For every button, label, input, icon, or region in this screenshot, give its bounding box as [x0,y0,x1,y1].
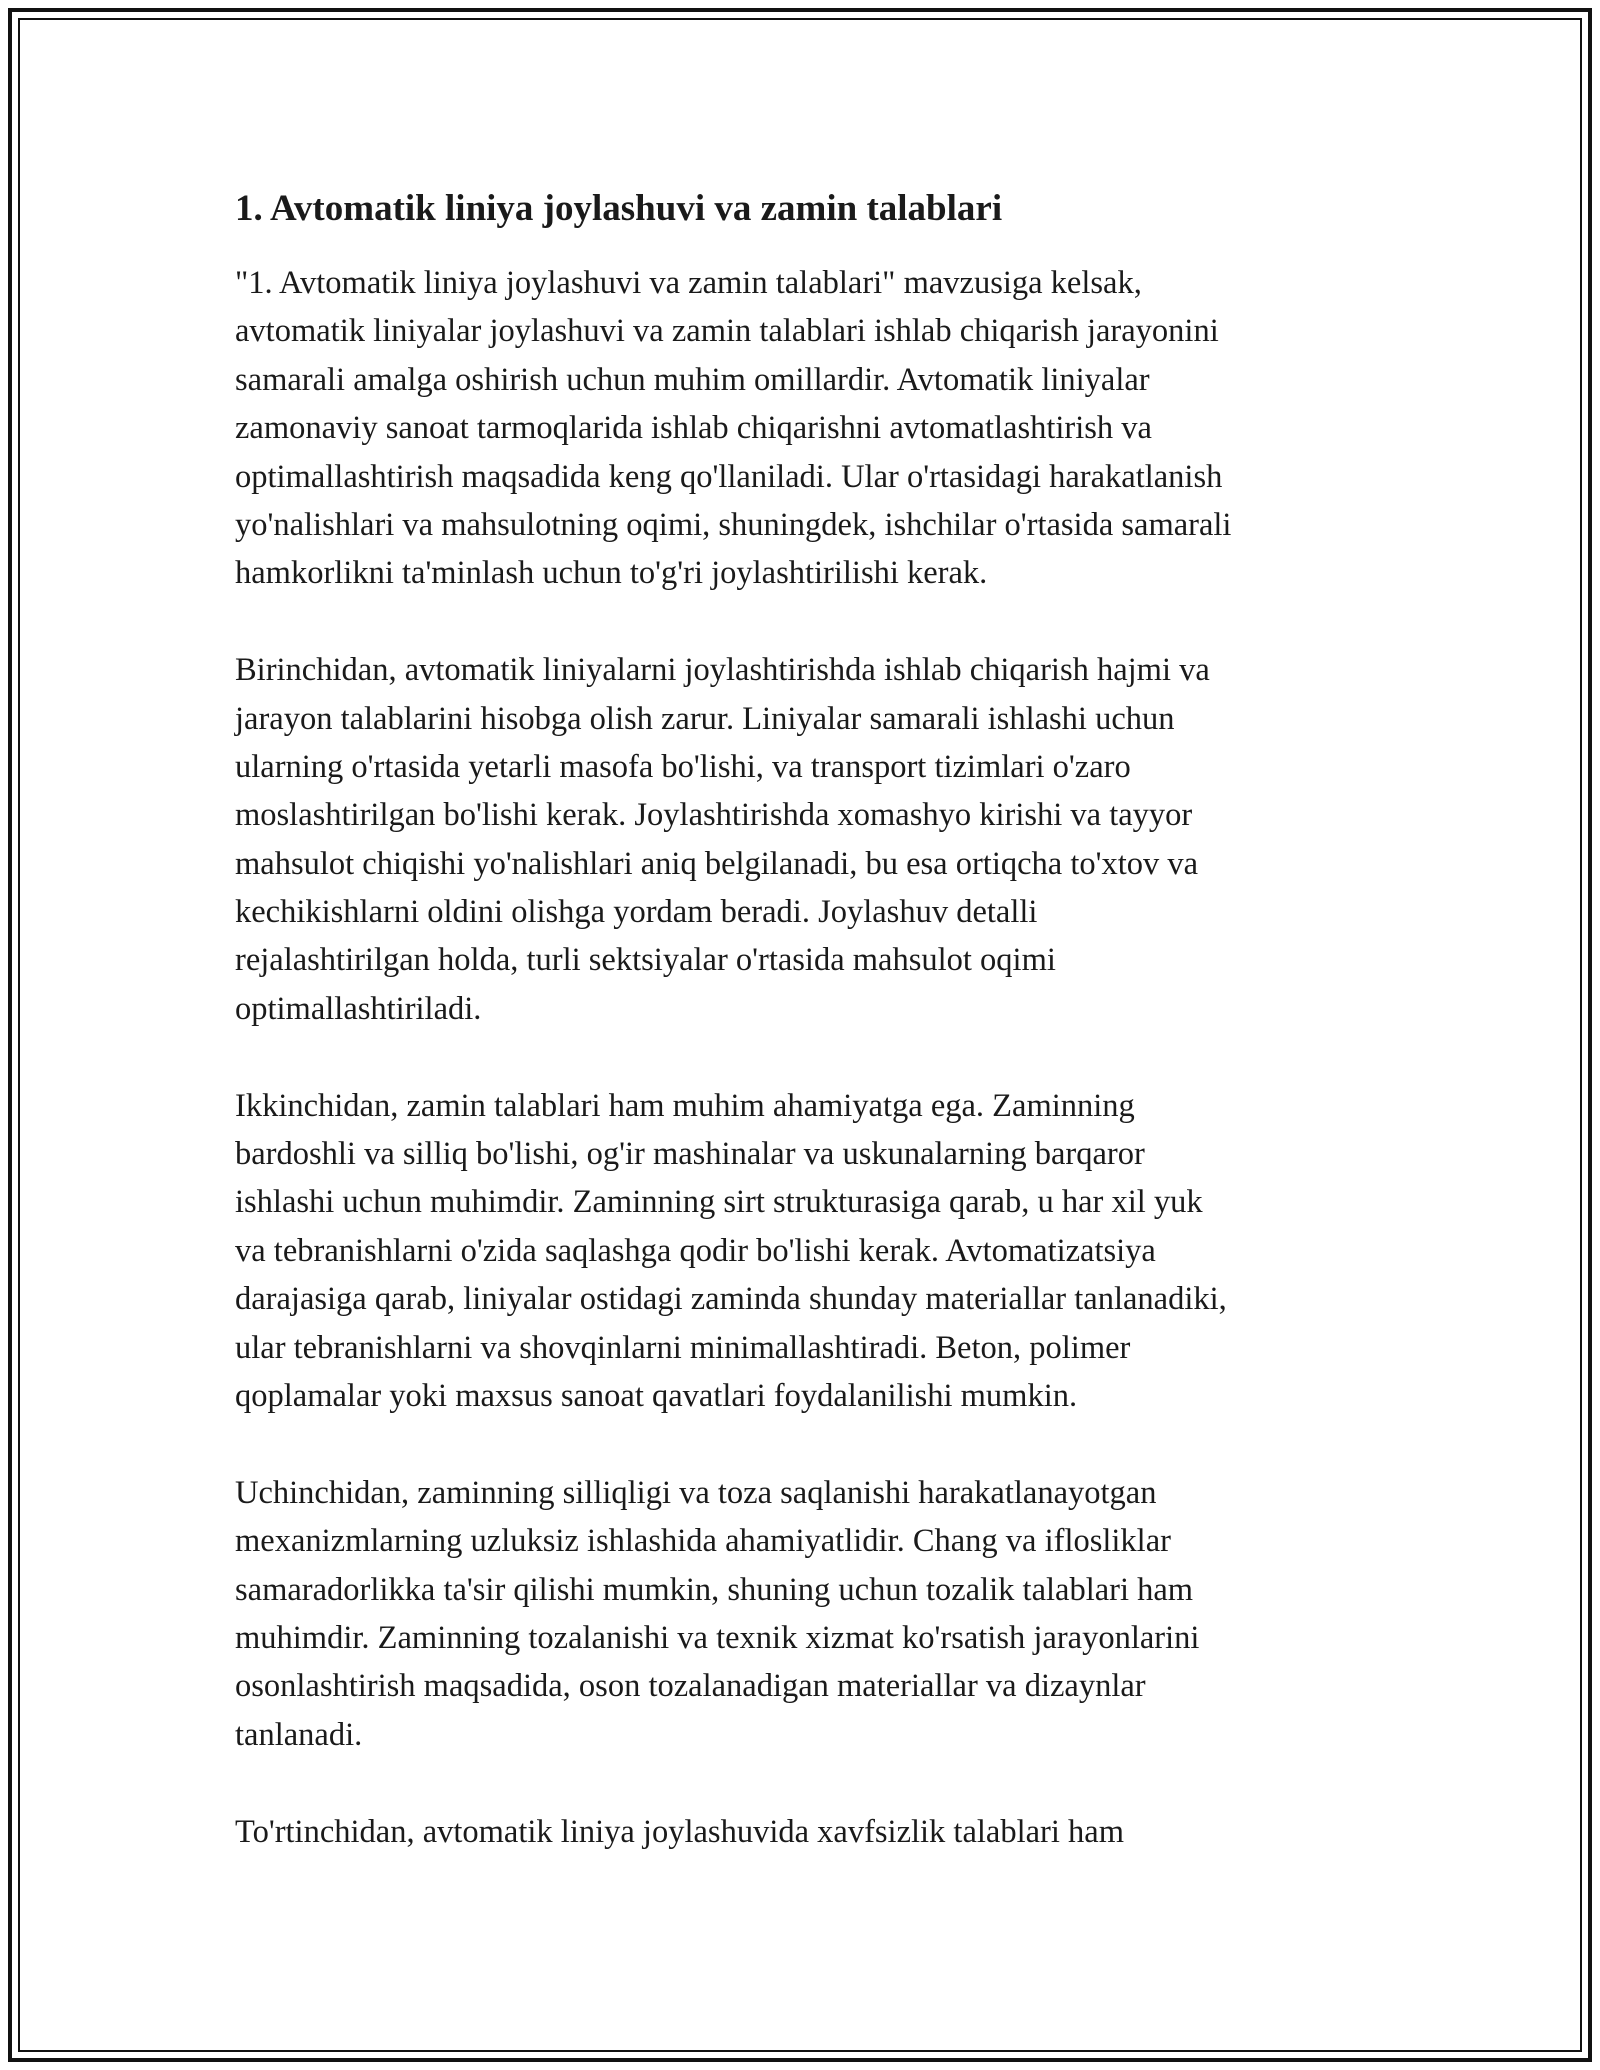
text-line: hamkorlikni ta'minlash uchun to'g'ri joylashtirilishi kerak. [235,555,988,592]
text-line: Ikkinchidan, zamin talablari ham muhim ahamiyatga ega. Zaminning [235,1087,1135,1124]
text-line: ular tebranishlarni va shovqinlarni minimallashtiradi. Beton, polimer [235,1329,1131,1366]
text-line: samaradorlikka ta'sir qilishi mumkin, shuning uchun tozalik talablari ham [235,1571,1194,1608]
text-line: va tebranishlarni o'zida saqlashga qodir bo'lishi kerak. Avtomatizatsiya [235,1232,1156,1269]
text-line: mahsulot chiqishi yo'nalishlari aniq belgilanadi, bu esa ortiqcha to'xtov va [235,845,1199,882]
text-line: optimallashtiriladi. [235,990,482,1027]
section-heading: 1. Avtomatik liniya joylashuvi va zamin talablari [235,188,1003,229]
text-line: muhimdir. Zaminning tozalanishi va texnik xizmat ko'rsatish jarayonlarini [235,1619,1200,1656]
text-line: optimallashtirish maqsadida keng qo'llaniladi. Ular o'rtasidagi harakatlanish [235,458,1223,495]
paragraph-intro [235,259,1365,598]
text-line: To'rtinchidan, avtomatik liniya joylashuvida xavfsizlik talablari ham [235,1813,1124,1850]
paragraph-first [235,646,1365,1033]
text-line: ishlashi uchun muhimdir. Zaminning sirt strukturasiga qarab, u har xil yuk [235,1184,1203,1221]
text-line: "1. Avtomatik liniya joylashuvi va zamin talablari" mavzusiga kelsak, [235,265,1142,301]
text-line: tanlanadi. [235,1716,363,1753]
text-line: Uchinchidan, zaminning silliqligi va toza saqlanishi harakatlanayotgan [235,1474,1157,1511]
text-line: bardoshli va silliq bo'lishi, og'ir mashinalar va uskunalarning barqaror [235,1136,1145,1173]
text-line: yo'nalishlari va mahsulotning oqimi, shuningdek, ishchilar o'rtasida samarali [235,506,1232,543]
text-line: moslashtirilgan bo'lishi kerak. Joylashtirishda xomashyo kirishi va tayyor [235,797,1193,834]
paragraph-third [235,1469,1365,1759]
text-line: Birinchidan, avtomatik liniyalarni joylashtirishda ishlab chiqarish hajmi va [235,652,1210,689]
text-line: qoplamalar yoki maxsus sanoat qavatlari foydalanilishi mumkin. [235,1377,1078,1414]
text-line: samarali amalga oshirish uchun muhim omillardir. Avtomatik liniyalar [235,361,1150,398]
text-line: zamonaviy sanoat tarmoqlarida ishlab chiqarishni avtomatlashtirish va [235,410,1152,447]
text-line: kechikishlarni oldini olishga yordam beradi. Joylashuv detalli [235,894,1038,931]
paragraph-fourth [235,1808,1365,1856]
text-line: jarayon talablarini hisobga olish zarur. Liniyalar samarali ishlashi uchun [235,700,1175,737]
text-line: rejalashtirilgan holda, turli sektsiyalar o'rtasida mahsulot oqimi [235,942,1056,979]
text-line: avtomatik liniyalar joylashuvi va zamin talablari ishlab chiqarish jarayonini [235,313,1219,350]
text-line: mexanizmlarning uzluksiz ishlashida ahamiyatlidir. Chang va iflosliklar [235,1523,1171,1560]
text-line: osonlashtirish maqsadida, oson tozalanadigan materiallar va dizaynlar [235,1668,1146,1705]
text-line: darajasiga qarab, liniyalar ostidagi zaminda shunday materiallar tanlanadiki, [235,1281,1227,1318]
paragraph-second [235,1082,1365,1421]
document-body [235,185,1365,1904]
text-line: ularning o'rtasida yetarli masofa bo'lishi, va transport tizimlari o'zaro [235,748,1131,785]
